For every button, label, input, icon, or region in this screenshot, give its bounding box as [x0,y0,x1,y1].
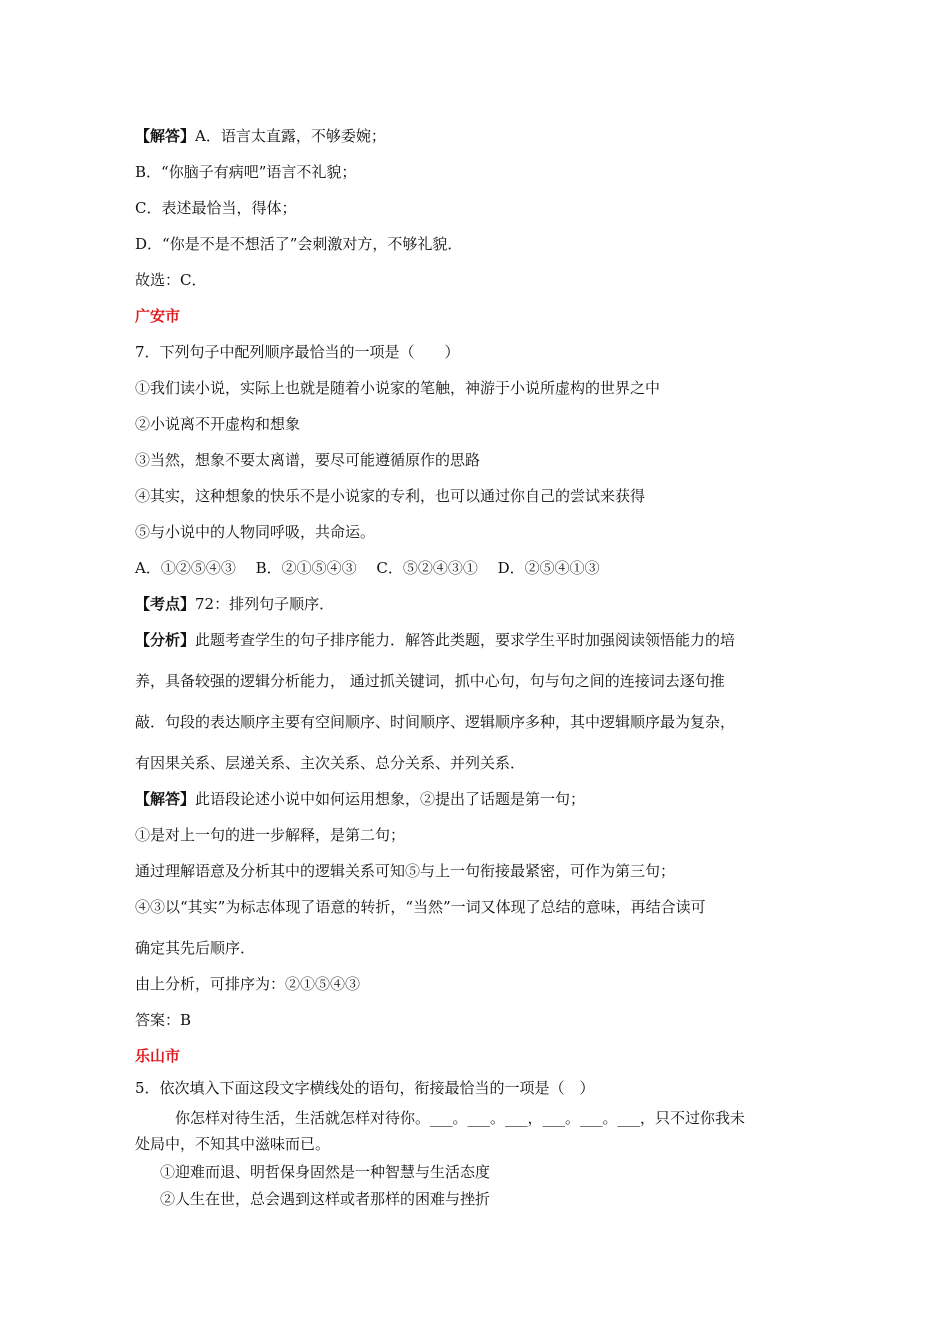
answer-d-line: D．“你是不是不想活了”会刺激对方，不够礼貌． [135,235,463,253]
sentence-5: ⑤与小说中的人物同呼吸，共命运。 [135,523,376,541]
fenxi-line-2: 养，具备较强的逻辑分析能力， 通过抓关键词，抓中心句，句与句之间的连接词去逐句推 [135,672,725,690]
jieda-line-5: 确定其先后顺序． [135,939,256,957]
sentence-3: ③当然，想象不要太离谱，要尽可能遵循原作的思路 [135,451,481,469]
question-7: 7．下列句子中配列顺序最恰当的一项是（ ） [135,343,460,361]
question-5: 5．依次填入下面这段文字横线处的语句，衔接最恰当的一项是（ ） [135,1079,595,1097]
answer-options: A．①②⑤④③ B．②①⑤④③ C．⑤②④③① D．②⑤④①③ [135,559,600,577]
fenxi-text-1: 此题考查学生的句子排序能力．解答此类题，要求学生平时加强阅读领悟能力的培 [195,631,736,649]
jieda-line-4: ④③以“其实”为标志体现了语意的转折，“当然”一词又体现了总结的意味，再结合读可 [135,898,706,916]
answer-a-line [135,126,386,146]
passage-line-2: 处局中，不知其中滋味而已。 [135,1135,331,1153]
option-2: ②人生在世，总会遇到这样或者那样的困难与挫折 [160,1190,491,1208]
fenxi-line-4: 有因果关系、层递关系、主次关系、总分关系、并列关系． [135,754,526,772]
fenxi-line-1 [135,630,735,650]
sentence-2: ②小说离不开虚构和想象 [135,415,301,433]
kaodian-line [135,594,334,614]
kaodian-text: 72：排列句子顺序． [195,595,335,613]
city-heading-guangan: 广安市 [135,307,181,325]
fenxi-line-3: 敲．句段的表达顺序主要有空间顺序、时间顺序、逻辑顺序多种，其中逻辑顺序最为复杂， [135,713,736,731]
sentence-4: ④其实，这种想象的快乐不是小说家的专利，也可以通过你自己的尝试来获得 [135,487,646,505]
answer-a-text: A．语言太直露，不够委婉； [195,127,386,145]
fenxi-tag: 【分析】 [135,631,196,649]
option-1: ①迎难而退、明哲保身固然是一种智慧与生活态度 [160,1163,491,1181]
jieda-text-1: 此语段论述小说中如何运用想象，②提出了话题是第一句； [195,790,586,808]
answer-b-line: B．“你脑子有病吧”语言不礼貌； [135,163,357,181]
answer-tag: 【解答】 [135,127,196,145]
order-line: 由上分析，可排序为：②①⑤④③ [135,975,361,993]
answer-c-line: C．表述最恰当，得体； [135,199,297,217]
jieda-tag: 【解答】 [135,790,196,808]
choice-line: 故选：C． [135,271,207,289]
jieda-line-3: 通过理解语意及分析其中的逻辑关系可知⑤与上一句衔接最紧密，可作为第三句； [135,862,676,880]
passage-line-1: 你怎样对待生活，生活就怎样对待你。___。___。___，___。___。___，只不过你我未 [175,1109,746,1127]
jieda-line-2: ①是对上一句的进一步解释，是第二句； [135,826,406,844]
city-heading-leshan: 乐山市 [135,1047,181,1065]
kaodian-tag: 【考点】 [135,595,196,613]
sentence-1: ①我们读小说，实际上也就是随着小说家的笔触，神游于小说所虚构的世界之中 [135,379,661,397]
answer-line: 答案：B [135,1011,192,1029]
jieda-line-1 [135,789,585,809]
